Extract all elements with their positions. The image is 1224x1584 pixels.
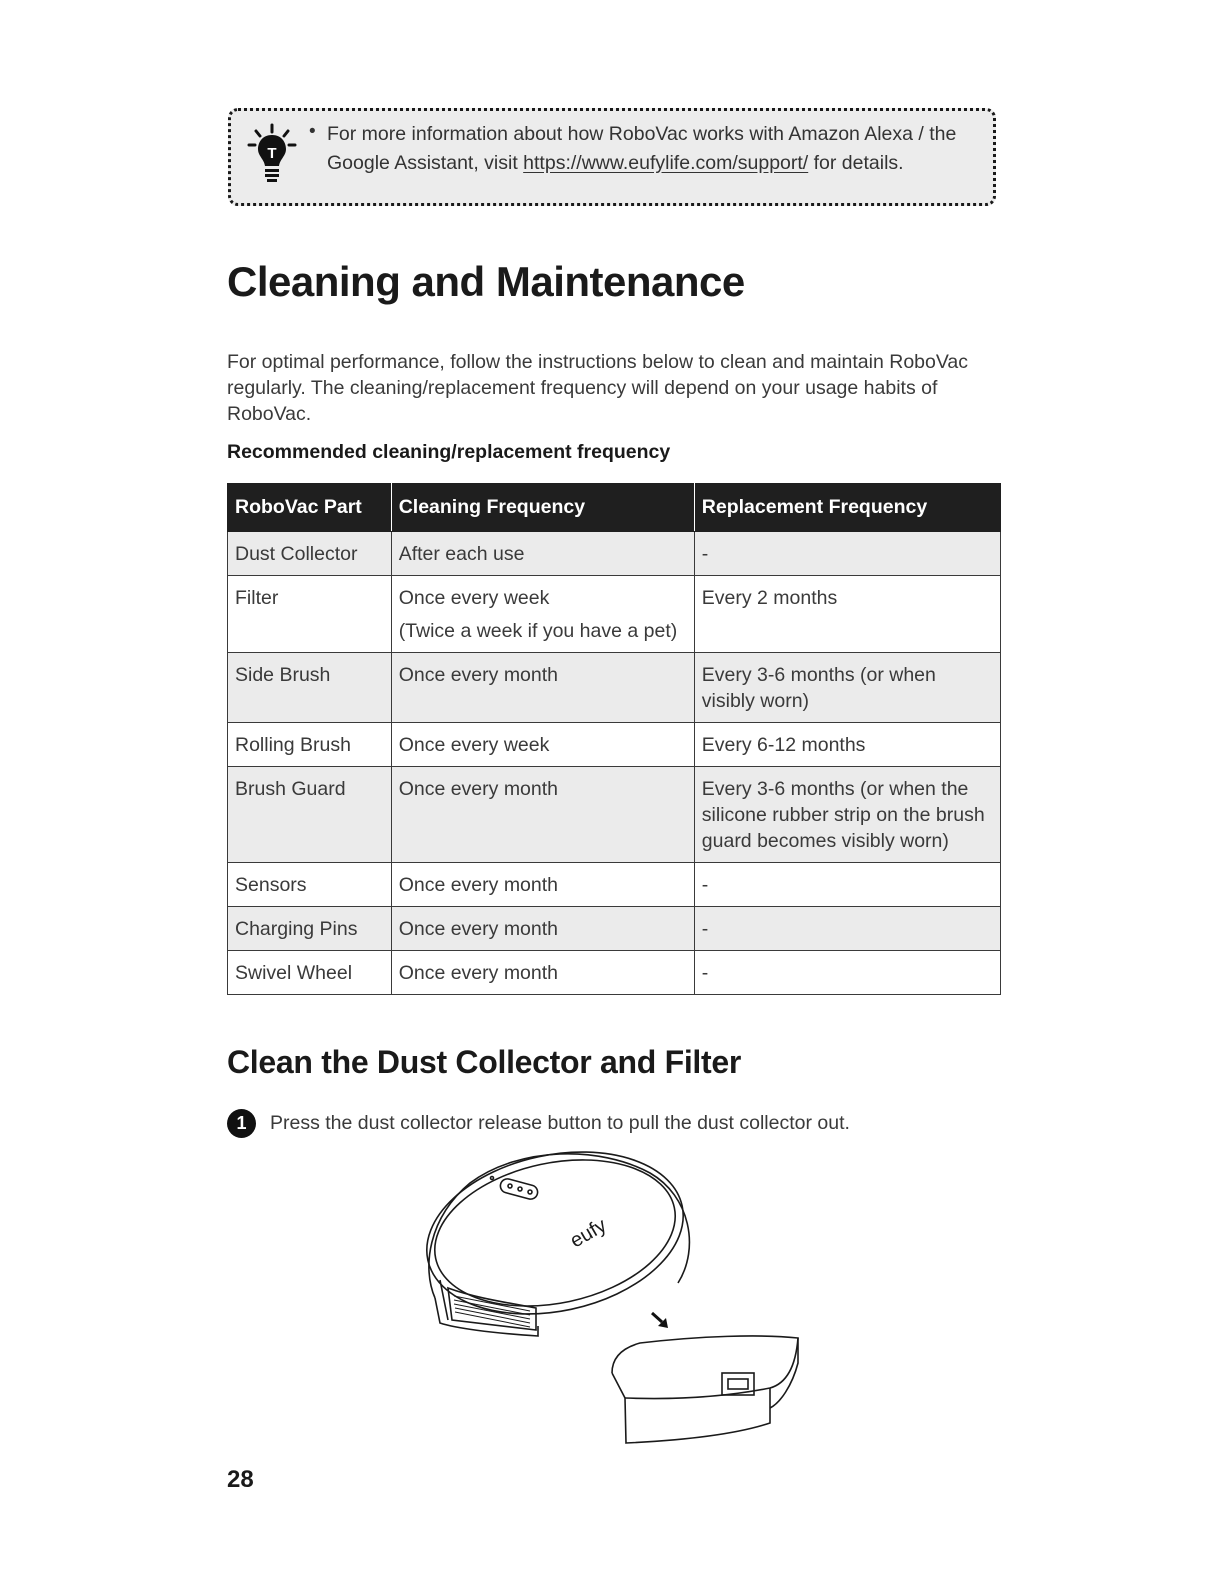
bin-latch-inner <box>728 1379 748 1389</box>
cell-replacement: - <box>694 951 1000 995</box>
cell-cleaning: Once every month <box>391 907 694 951</box>
tip-text-before: For more information about how RoboVac works with Amazon Alexa / the Google Assistant, visit <box>327 123 957 174</box>
cell-replacement: Every 2 months <box>694 576 1000 653</box>
table-heading: Recommended cleaning/replacement frequency <box>227 441 671 463</box>
dust-collector-bin <box>612 1336 798 1443</box>
cell-replacement: Every 3-6 months (or when visibly worn) <box>694 653 1000 723</box>
cell-part: Sensors <box>228 863 392 907</box>
cell-cleaning: Once every week <box>391 723 694 767</box>
page-title: Cleaning and Maintenance <box>227 258 745 305</box>
cell-replacement: - <box>694 532 1000 576</box>
cell-cleaning-main: Once every week <box>398 587 550 609</box>
cell-cleaning: Once every month <box>391 767 694 863</box>
cell-part: Filter <box>228 576 392 653</box>
table-row <box>228 863 1001 907</box>
robot-side-seam <box>440 1280 448 1320</box>
bin-top-outline <box>612 1336 798 1388</box>
button-dot <box>518 1187 522 1191</box>
cell-replacement: - <box>694 863 1000 907</box>
tip-box <box>228 108 996 206</box>
header-replacement: Replacement Frequency <box>694 484 1000 532</box>
button-dot <box>508 1184 512 1188</box>
bin-side-outline <box>770 1338 798 1408</box>
tip-bullet: • <box>309 121 316 142</box>
cell-part: Brush Guard <box>228 767 392 863</box>
cell-replacement: - <box>694 907 1000 951</box>
cell-replacement: Every 3-6 months (or when the silicone rubber strip on the brush guard becomes visibly worn) <box>694 767 1000 863</box>
cell-cleaning: Once every month <box>391 951 694 995</box>
header-cleaning: Cleaning Frequency <box>391 484 694 532</box>
section-title: Clean the Dust Collector and Filter <box>227 1044 742 1080</box>
table-header-row <box>228 484 1001 532</box>
step-text: Press the dust collector release button to pull the dust collector out. <box>270 1112 850 1134</box>
cell-cleaning: Once every month <box>391 653 694 723</box>
tip-text <box>327 120 977 177</box>
cell-part: Charging Pins <box>228 907 392 951</box>
step-number-badge: 1 <box>227 1109 256 1138</box>
table-row <box>228 653 1001 723</box>
cell-part: Side Brush <box>228 653 392 723</box>
table-row <box>228 907 1001 951</box>
support-link[interactable]: https://www.eufylife.com/support/ <box>523 151 809 174</box>
bin-front-outline <box>612 1373 770 1443</box>
cell-cleaning: Once every month <box>391 863 694 907</box>
table-row <box>228 723 1001 767</box>
cell-part: Rolling Brush <box>228 723 392 767</box>
indicator-dot <box>491 1177 494 1180</box>
arrow-down-right-icon <box>652 1313 668 1328</box>
lightbulb-tip-icon <box>247 123 297 185</box>
button-dot <box>528 1190 532 1194</box>
table-row <box>228 951 1001 995</box>
cell-cleaning: After each use <box>391 532 694 576</box>
header-part: RoboVac Part <box>228 484 392 532</box>
robovac-dust-collector-illustration <box>400 1148 820 1448</box>
table-row <box>228 532 1001 576</box>
cell-cleaning-note: (Twice a week if you have a pet) <box>398 620 678 642</box>
table-row <box>228 576 1001 653</box>
tip-text-after: for details. <box>808 151 904 174</box>
frequency-table <box>227 483 1001 995</box>
cell-part: Dust Collector <box>228 532 392 576</box>
table-row <box>228 767 1001 863</box>
button-panel <box>499 1177 539 1200</box>
page-number: 28 <box>227 1466 254 1493</box>
cell-part: Swivel Wheel <box>228 951 392 995</box>
cell-replacement: Every 6-12 months <box>694 723 1000 767</box>
tip-icon-letter: T <box>267 145 277 162</box>
eufy-logo: eufy <box>566 1214 611 1253</box>
cell-cleaning <box>391 576 694 653</box>
intro-paragraph: For optimal performance, follow the instructions below to clean and maintain RoboVac regularly. The cleaning/replacement frequency will depend on your usage habits of RoboVac. <box>227 351 969 425</box>
